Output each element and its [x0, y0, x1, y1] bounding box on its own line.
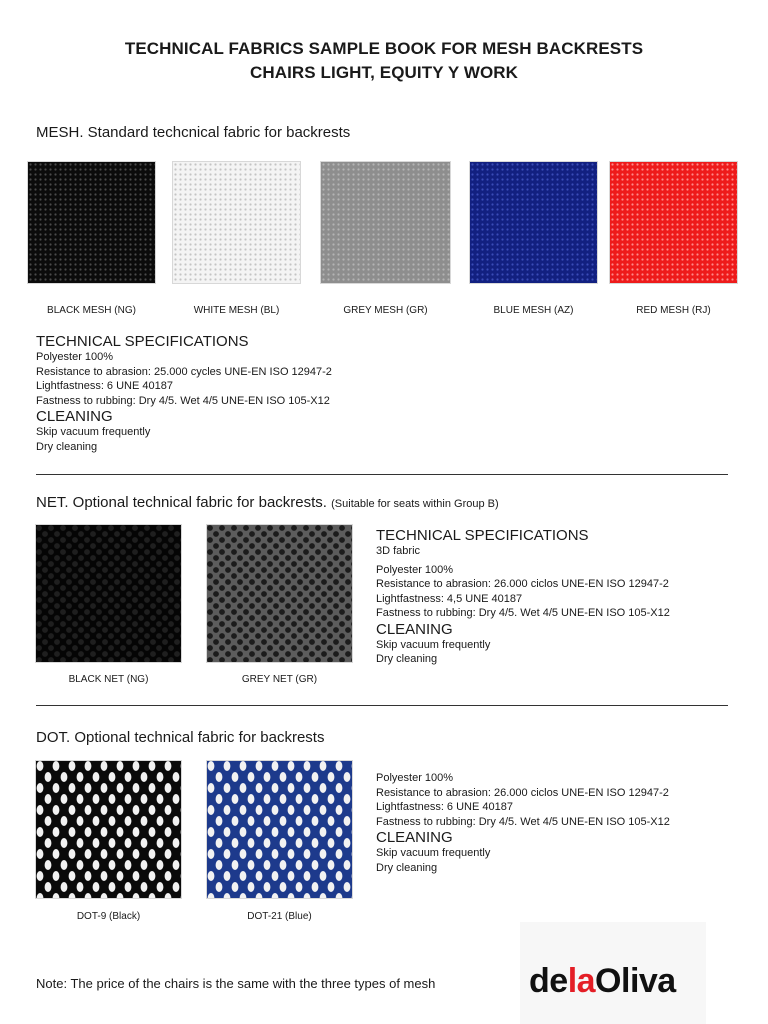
dot-section-heading: DOT. Optional technical fabric for backrests [36, 729, 325, 746]
blue-mesh-swatch [469, 161, 598, 284]
cleaning-line: Dry cleaning [376, 653, 438, 665]
spec-line: Polyester 100% [376, 563, 454, 576]
cleaning-title: CLEANING [376, 829, 453, 846]
spec-line: Lightfastness: 4,5 UNE 40187 [376, 592, 523, 605]
net-heading-text: NET. Optional technical fabric for backrests. [36, 494, 327, 511]
cleaning-title: CLEANING [376, 620, 453, 638]
cleaning-title: CLEANING [36, 408, 113, 425]
section-divider [36, 705, 728, 706]
logo-part: de [529, 962, 568, 1000]
fabric-texture [610, 162, 737, 283]
fabric-texture [470, 162, 597, 283]
swatch-caption: DOT-9 (Black) [76, 911, 141, 922]
fabric-texture [36, 525, 181, 662]
spec-line: Resistance to abrasion: 25.000 cycles UNE-EN ISO 12947-2 [36, 365, 332, 378]
red-mesh-swatch [609, 161, 738, 284]
dot-9-black-swatch [35, 760, 182, 899]
spec-line: Resistance to abrasion: 26.000 ciclos UNE-EN ISO 12947-2 [376, 786, 669, 799]
page-title-line-2: CHAIRS LIGHT, EQUITY Y WORK [249, 63, 519, 82]
spec-line: Polyester 100% [376, 772, 454, 784]
fabric-texture [173, 162, 300, 283]
spec-line: Lightfastness: 6 UNE 40187 [376, 801, 513, 813]
fabric-texture [207, 525, 352, 662]
spec-title: TECHNICAL SPECIFICATIONS [36, 333, 249, 350]
grey-mesh-swatch [320, 161, 451, 284]
cleaning-line: Skip vacuum frequently [376, 847, 491, 859]
page-title-line-1: TECHNICAL FABRICS SAMPLE BOOK FOR MESH BACKRESTS [124, 39, 644, 58]
fabric-texture [28, 162, 155, 283]
spec-subtitle: 3D fabric [376, 545, 421, 557]
swatch-caption: GREY NET (GR) [241, 674, 318, 685]
mesh-section-heading: MESH. Standard techcnical fabric for backrests [36, 124, 351, 141]
spec-line: Fastness to rubbing: Dry 4/5. Wet 4/5 UNE-EN ISO 105-X12 [36, 394, 330, 407]
spec-line: Polyester 100% [36, 351, 114, 363]
grey-net-swatch [206, 524, 353, 663]
spec-line: Lightfastness: 6 UNE 40187 [36, 380, 173, 392]
fabric-texture [36, 761, 181, 898]
swatch-caption: RED MESH (RJ) [636, 305, 711, 316]
cleaning-line: Skip vacuum frequently [36, 426, 151, 438]
logo-part: Oliva [595, 962, 676, 1000]
dot-specifications [376, 771, 670, 875]
spec-line: Resistance to abrasion: 26.000 ciclos UNE-EN ISO 12947-2 [376, 578, 669, 590]
black-net-swatch [35, 524, 182, 663]
fabric-texture [207, 761, 352, 898]
spec-line: Fastness to rubbing: Dry 4/5. Wet 4/5 UNE-EN ISO 105-X12 [376, 607, 670, 619]
spec-title: TECHNICAL SPECIFICATIONS [376, 527, 589, 544]
section-divider [36, 474, 728, 475]
swatch-caption: WHITE MESH (BL) [193, 305, 280, 316]
net-specifications [376, 527, 670, 667]
brand-logo [529, 962, 676, 1001]
cleaning-line: Dry cleaning [376, 861, 438, 874]
net-section-heading [36, 494, 499, 511]
cleaning-line: Skip vacuum frequently [376, 638, 491, 651]
spec-line: Fastness to rubbing: Dry 4/5. Wet 4/5 UNE-EN ISO 105-X12 [376, 815, 670, 828]
net-heading-note: (Suitable for seats within Group B) [331, 498, 499, 510]
cleaning-line: Dry cleaning [36, 440, 98, 453]
swatch-caption: BLACK MESH (NG) [47, 305, 136, 316]
swatch-caption: DOT-21 (Blue) [247, 911, 312, 922]
swatch-caption: BLUE MESH (AZ) [493, 305, 574, 316]
fabric-texture [321, 162, 450, 283]
logo-accent: la [567, 962, 596, 1000]
dot-21-blue-swatch [206, 760, 353, 899]
swatch-caption: BLACK NET (NG) [68, 674, 149, 685]
mesh-specifications [36, 333, 332, 454]
price-note: Note: The price of the chairs is the same with the three types of mesh [36, 976, 436, 991]
swatch-caption: GREY MESH (GR) [343, 305, 428, 316]
white-mesh-swatch [172, 161, 301, 284]
black-mesh-swatch [27, 161, 156, 284]
